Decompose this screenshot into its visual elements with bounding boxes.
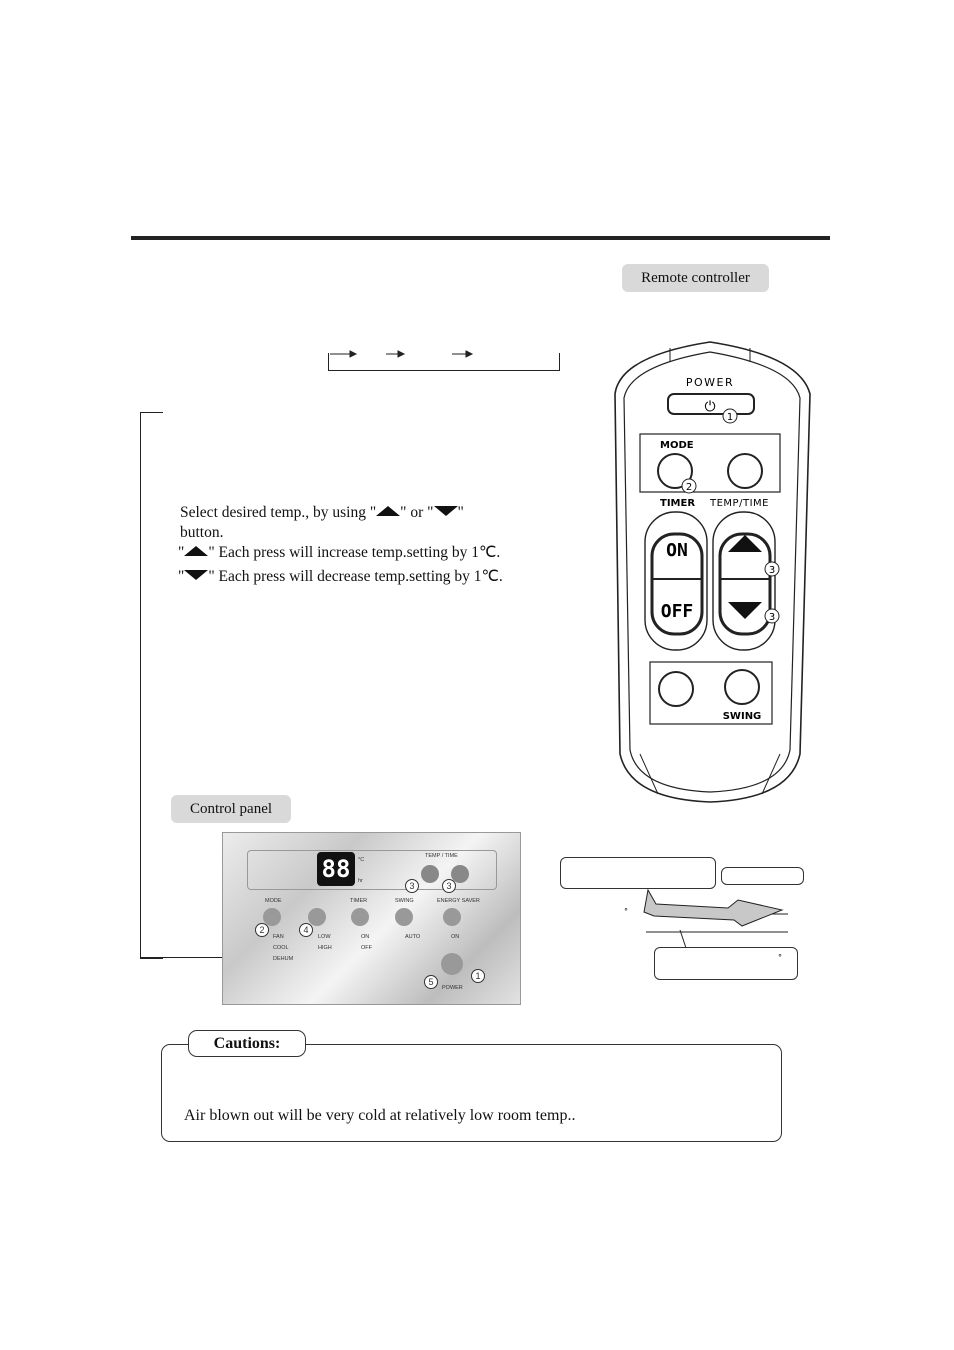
airflow-arrow-diagram xyxy=(620,880,800,962)
control-panel-tag: Control panel xyxy=(171,795,291,823)
panel-power-label: POWER xyxy=(442,985,463,991)
panel-display: 88 xyxy=(317,852,355,886)
header-rule xyxy=(131,236,830,240)
mode-sequence-arrows xyxy=(330,348,530,360)
instruction-text: " or " xyxy=(400,504,434,521)
panel-temp-down-button[interactable] xyxy=(421,865,439,883)
panel-mode-label: MODE xyxy=(265,898,282,904)
auto-indicator-label: AUTO xyxy=(405,934,421,940)
timer-off-indicator-label: OFF xyxy=(361,945,372,951)
panel-timer-label: TIMER xyxy=(350,898,368,904)
decrease-instruction xyxy=(178,567,503,587)
remote-temp-time-label: TEMP/TIME xyxy=(710,498,769,509)
step-number: 3 xyxy=(405,879,419,893)
step-number: 2 xyxy=(685,482,693,493)
celsius-label: °C xyxy=(358,857,365,863)
step-number: 1 xyxy=(471,969,485,983)
step-number: 3 xyxy=(768,612,776,623)
panel-swing-button[interactable] xyxy=(395,908,413,926)
low-indicator-label: LOW xyxy=(318,934,331,940)
up-arrow-icon xyxy=(376,506,400,516)
panel-swing-label: SWING xyxy=(395,898,414,904)
remote-controller-tag: Remote controller xyxy=(622,264,769,292)
dehum-indicator-label: DEHUM xyxy=(273,956,294,962)
remote-timer-label: TIMER xyxy=(660,498,696,509)
panel-energy-saver-button[interactable] xyxy=(443,908,461,926)
step-number: 1 xyxy=(726,412,734,423)
saver-on-indicator-label: ON xyxy=(451,934,460,940)
cool-indicator-label: COOL xyxy=(273,945,289,951)
hour-label: hr xyxy=(358,878,363,884)
degree-mark: ° xyxy=(624,907,628,916)
caution-text: Air blown out will be very cold at relatively low room temp.. xyxy=(184,1107,576,1124)
remote-controller-illustration xyxy=(600,334,830,810)
fan-indicator-label: FAN xyxy=(273,934,284,940)
up-arrow-icon xyxy=(184,546,208,556)
select-temp-instruction xyxy=(180,503,464,523)
step-number: 5 xyxy=(424,975,438,989)
high-indicator-label: HIGH xyxy=(318,945,332,951)
instruction-text: " Each press will decrease temp.setting by 1℃. xyxy=(208,568,503,585)
instruction-text: " Each press will increase temp.setting by 1℃. xyxy=(208,544,501,561)
remote-swing-button[interactable] xyxy=(725,670,759,704)
airflow-callout-bottom xyxy=(654,947,798,980)
remote-off-label: OFF xyxy=(660,601,694,622)
panel-fan-button[interactable] xyxy=(308,908,326,926)
increase-instruction xyxy=(178,543,500,563)
down-arrow-icon xyxy=(434,506,458,516)
remote-swing-label: SWING xyxy=(722,711,762,722)
remote-mode-label: MODE xyxy=(660,440,694,451)
step-number: 3 xyxy=(442,879,456,893)
step-number: 4 xyxy=(299,923,313,937)
step-number: 2 xyxy=(255,923,269,937)
degree-mark: ° xyxy=(778,953,782,962)
panel-energy-saver-label: ENERGY SAVER xyxy=(437,898,480,904)
instruction-text: " xyxy=(178,568,185,585)
cautions-title: Cautions: xyxy=(188,1030,306,1057)
step-number: 3 xyxy=(768,565,776,576)
section-bracket xyxy=(140,412,163,959)
instruction-text: " xyxy=(178,544,185,561)
panel-power-button[interactable] xyxy=(441,953,463,975)
select-temp-instruction-cont: button. xyxy=(180,524,224,541)
remote-on-label: ON xyxy=(666,540,688,561)
remote-fan-button[interactable] xyxy=(728,454,762,488)
control-panel-illustration xyxy=(222,832,521,1005)
power-icon: ⏻ xyxy=(704,399,716,415)
timer-on-indicator-label: ON xyxy=(361,934,370,940)
panel-temp-time-label: TEMP / TIME xyxy=(425,853,458,859)
panel-timer-button[interactable] xyxy=(351,908,369,926)
instruction-text: " xyxy=(457,504,464,521)
remote-power-label: POWER xyxy=(685,376,735,389)
remote-speed-button[interactable] xyxy=(659,672,693,706)
instruction-text: Select desired temp., by using " xyxy=(180,504,377,521)
cautions-box xyxy=(161,1044,782,1142)
down-arrow-icon xyxy=(184,570,208,580)
